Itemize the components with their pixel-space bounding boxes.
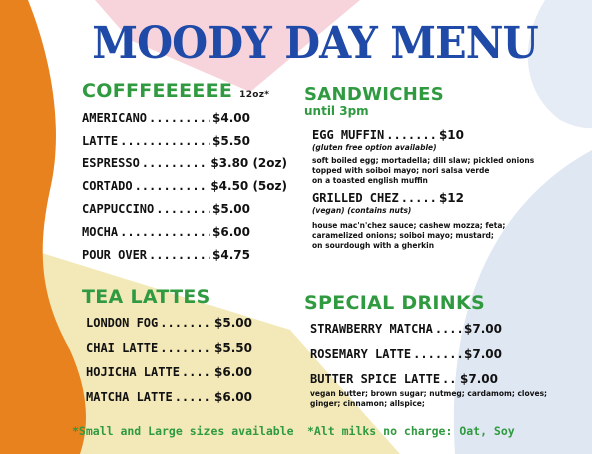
item-name: HOJICHA LATTE (86, 365, 180, 379)
item-name: GRILLED CHEZ (312, 191, 399, 205)
description-line: soft boiled egg; mortadella; dill slaw; pickled onions (312, 156, 535, 165)
list-item (310, 347, 502, 361)
item-price: $6.00 (214, 390, 252, 404)
item-price: $12 (438, 191, 464, 205)
list-item (312, 128, 464, 142)
item-name: CORTADO (82, 179, 133, 193)
description-line: topped with soiboi mayo; nori salsa verde (312, 166, 490, 175)
list-item (82, 134, 250, 148)
description-line: on a toasted english muffin (312, 176, 428, 185)
list-item (82, 202, 250, 216)
item-price: $5.50 (214, 341, 252, 355)
item-price: $5.50 (212, 134, 250, 148)
item-tag: (gluten free option available) (312, 143, 437, 152)
item-name: BUTTER SPICE LATTE (310, 372, 441, 386)
item-description (312, 221, 505, 251)
list-item (86, 316, 252, 330)
item-price: $6.00 (212, 225, 250, 239)
coffee-heading-text: COFFFEEEEEE (82, 80, 233, 102)
description-line: house mac'n'chez sauce; cashew mozza; feta; (312, 221, 506, 230)
list-item (312, 191, 464, 205)
list-item (86, 390, 252, 404)
list-item (82, 111, 250, 125)
item-name: CAPPUCCINO (82, 202, 155, 216)
list-item (82, 225, 250, 239)
list-item (310, 322, 502, 336)
item-name: LATTE (82, 134, 119, 148)
item-price: $5.00 (214, 316, 252, 330)
item-name: CHAI LATTE (86, 341, 159, 355)
item-price: $7.00 (460, 372, 498, 386)
list-item (86, 365, 252, 379)
item-name: POUR OVER (82, 248, 148, 262)
list-item (86, 341, 252, 355)
sandwiches-subheading: until 3pm (304, 104, 369, 118)
description-line: vegan butter; brown sugar; nutmeg; cardamom; cloves; (310, 389, 548, 398)
item-price: $4.00 (212, 111, 250, 125)
list-item (82, 248, 250, 262)
item-description (312, 156, 534, 186)
description-line: caramelized onions; soiboi mayo; mustard; (312, 231, 494, 240)
page-title: MOODY DAY MENU (92, 18, 538, 69)
coffee-size-note: 12oz* (239, 90, 270, 100)
description-line: on sourdough with a gherkin (312, 241, 435, 250)
sizes-note: *Small and Large sizes available (72, 424, 294, 438)
item-name: AMERICANO (82, 111, 148, 125)
special-drinks-heading: SPECIAL DRINKS (304, 292, 486, 314)
tea-heading: TEA LATTES (82, 286, 211, 308)
description-line: ginger; cinnamon; allspice; (310, 399, 425, 408)
alt-milks-note: *Alt milks no charge: Oat, Soy (307, 424, 515, 438)
coffee-heading (82, 80, 269, 102)
item-description (310, 389, 547, 409)
item-price: $6.00 (214, 365, 252, 379)
item-name: ESPRESSO (82, 156, 140, 170)
item-name: MOCHA (82, 225, 119, 239)
item-price: $3.80 (2oz) (210, 156, 287, 170)
item-name: LONDON FOG (86, 316, 159, 330)
item-name: EGG MUFFIN (312, 128, 385, 142)
list-item (82, 156, 287, 170)
item-price: $5.00 (212, 202, 250, 216)
item-price: $4.75 (212, 248, 250, 262)
sandwiches-heading: SANDWICHES (304, 84, 444, 105)
item-name: STRAWBERRY MATCHA (310, 322, 433, 336)
item-price: $10 (438, 128, 464, 142)
list-item (310, 372, 498, 386)
item-tag: (vegan) (contains nuts) (312, 206, 412, 215)
item-name: MATCHA LATTE (86, 390, 173, 404)
item-price: $7.00 (464, 347, 502, 361)
list-item (82, 179, 287, 193)
item-price: $4.50 (5oz) (210, 179, 287, 193)
item-price: $7.00 (464, 322, 502, 336)
item-name: ROSEMARY LATTE (310, 347, 412, 361)
